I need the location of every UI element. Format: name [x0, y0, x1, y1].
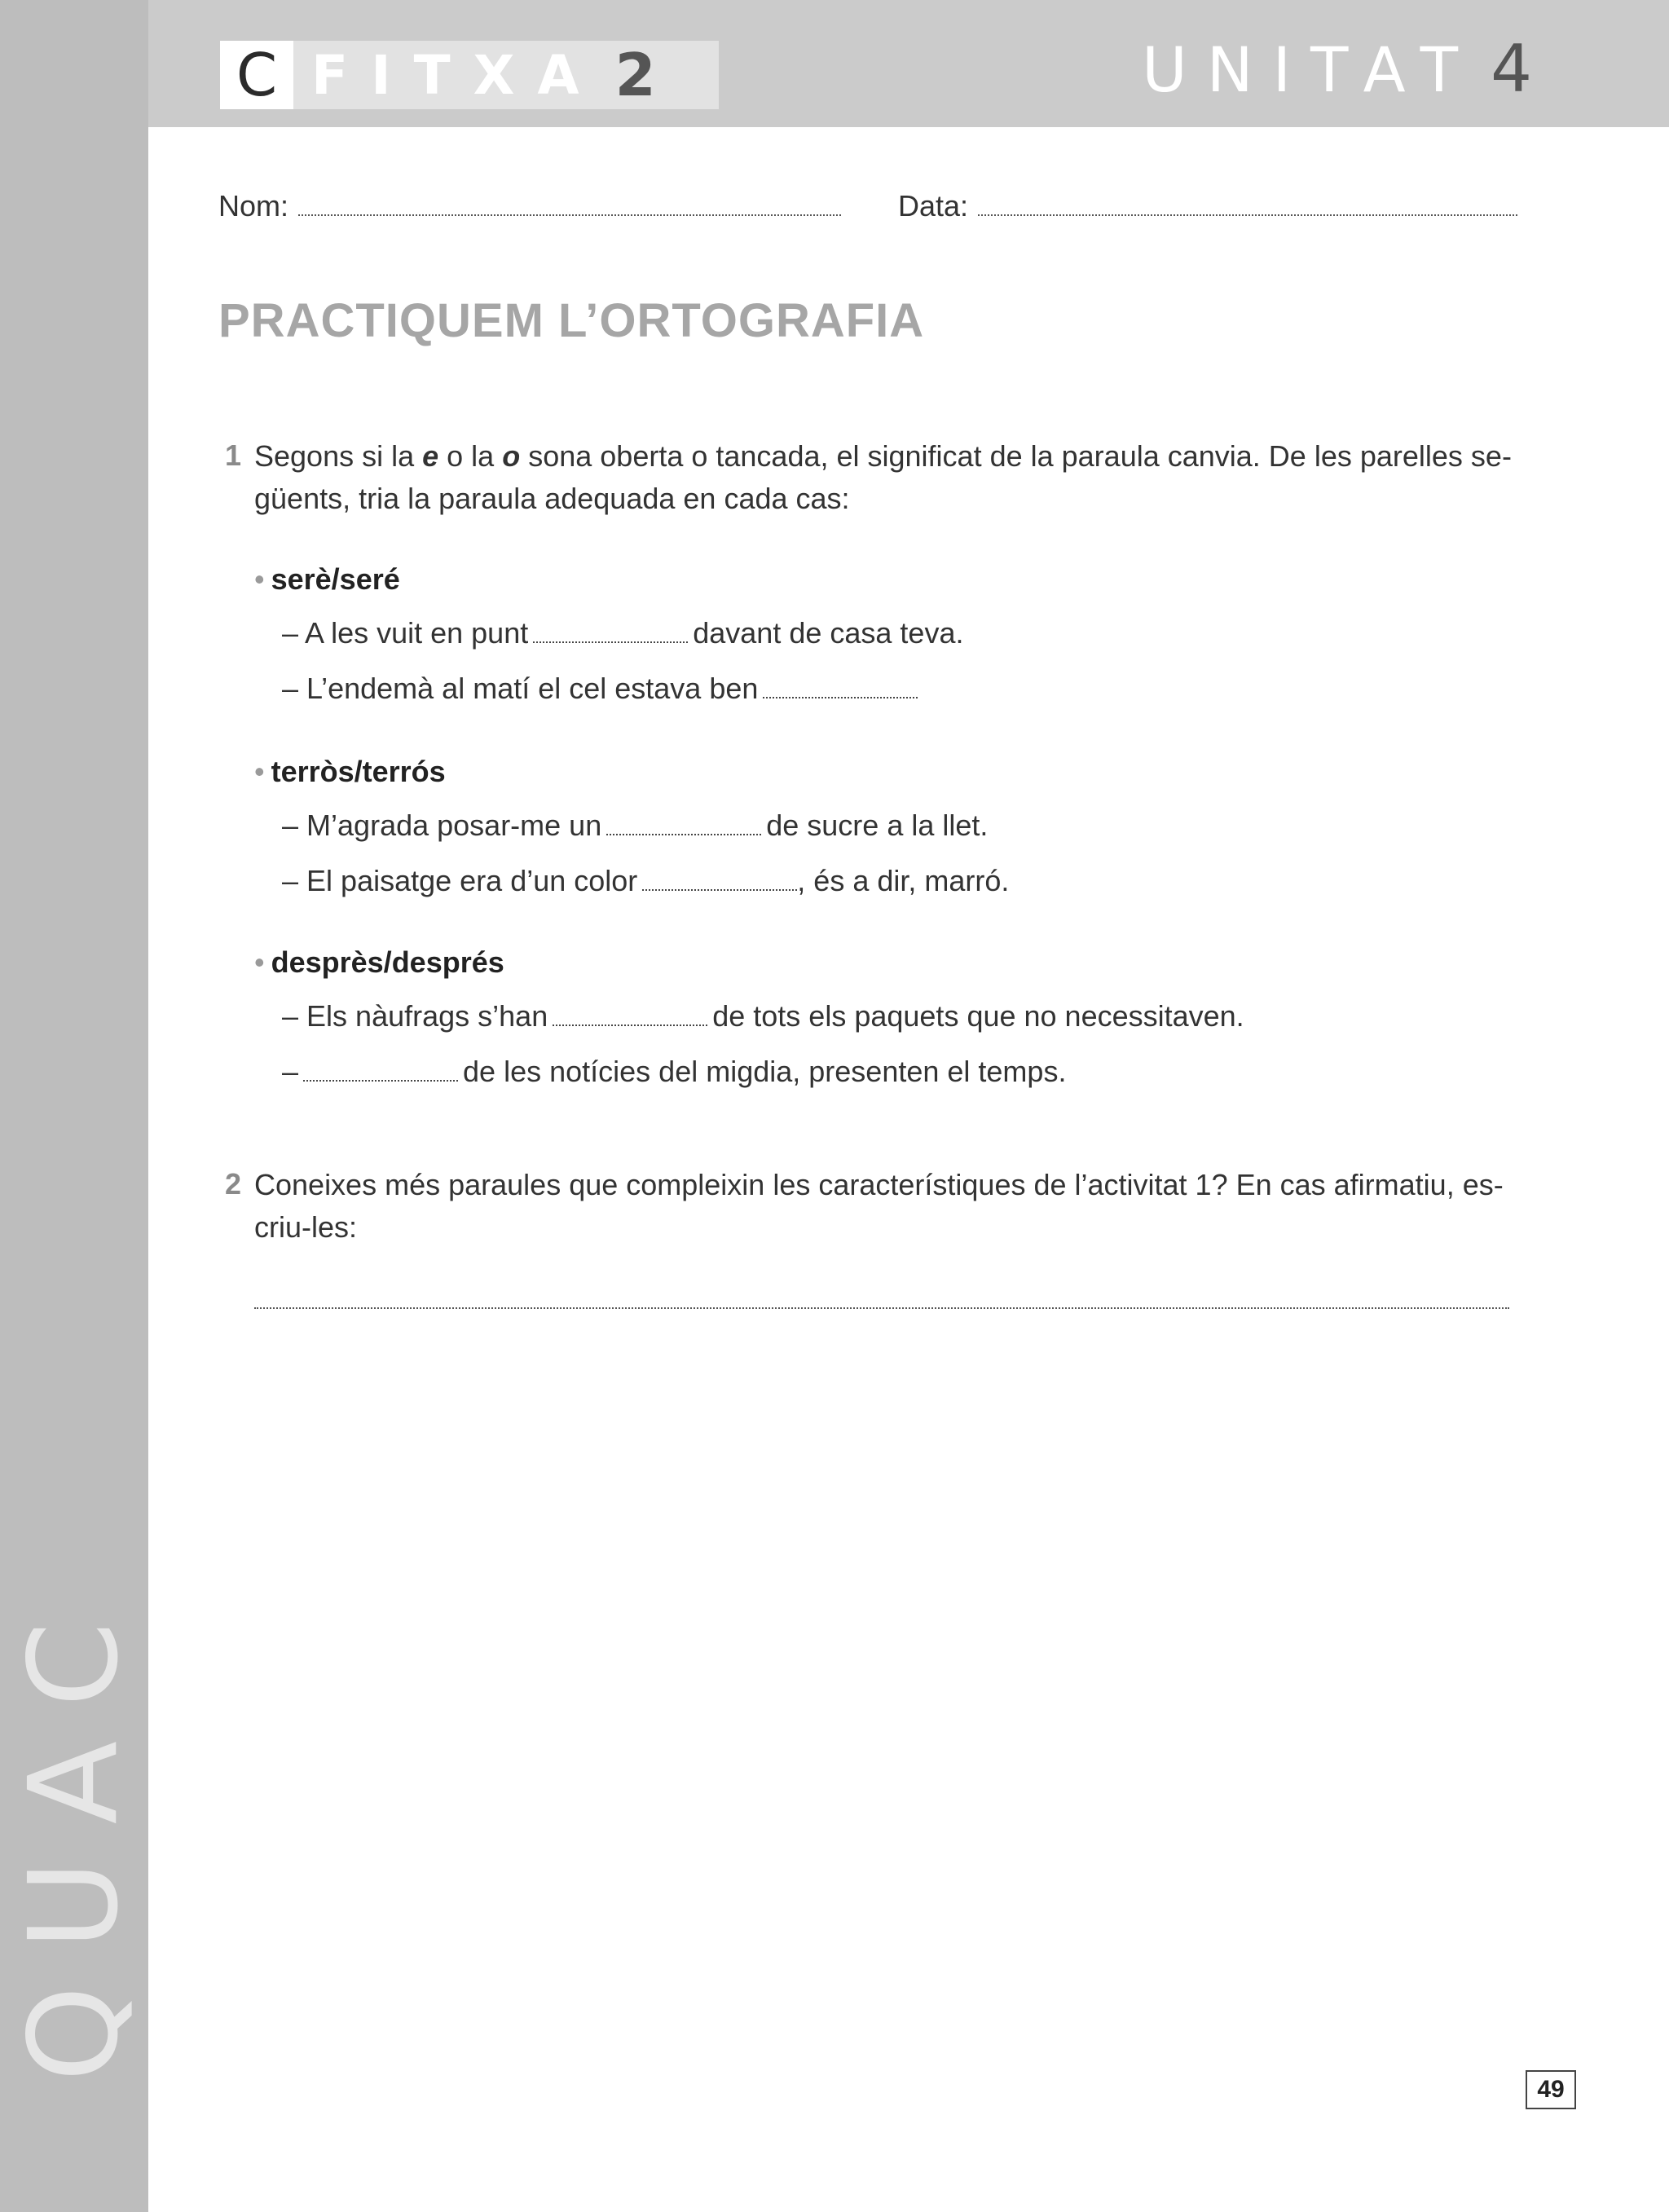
bullet-item: • terròs/terrós [254, 755, 446, 788]
blank-field[interactable] [303, 1077, 458, 1082]
sentence-line: – El paisatge era d’un color , és a dir, marró. [282, 864, 1010, 897]
blank-field[interactable] [606, 831, 761, 835]
bullet-item: • desprès/després [254, 945, 504, 979]
blank-field[interactable] [642, 886, 797, 891]
fitxa-letter: C [220, 41, 293, 109]
unitat-word: UNITAT [1142, 33, 1478, 106]
name-label: Nom: [218, 189, 289, 223]
date-label: Data: [898, 189, 969, 223]
date-input-line[interactable] [978, 211, 1517, 216]
blank-field[interactable] [533, 638, 688, 643]
sentence-line: – M’agrada posar-me un de sucre a la llet. [282, 809, 989, 842]
exercise-1-line-2: güents, tria la paraula adequada en cada cas: [254, 482, 850, 515]
exercise-1-number: 1 [225, 438, 242, 472]
sentence-line: – de les notícies del migdia, presenten el temps. [282, 1055, 1067, 1088]
date-field [898, 189, 1517, 223]
fitxa-number: 2 [614, 41, 656, 109]
blank-field[interactable] [763, 694, 918, 698]
exercise-2-number: 2 [225, 1167, 242, 1201]
exercise-1-instructions [254, 435, 1519, 520]
sidebar-word: QUAC [3, 1585, 146, 2082]
section-title: PRACTIQUEM L’ORTOGRAFIA [218, 294, 925, 347]
exercise-2-line-1: Coneixes més paraules que compleixin les característiques de l’activitat 1? En cas afirmatiu, es- [254, 1168, 1504, 1201]
fitxa-label [220, 41, 719, 109]
name-input-line[interactable] [298, 211, 841, 216]
fitxa-word: FITXA [311, 43, 602, 107]
sentence-line: – L’endemà al matí el cel estava ben [282, 672, 923, 706]
unitat-number: 4 [1491, 31, 1532, 107]
bullet-item: • serè/seré [254, 562, 400, 596]
name-field [218, 189, 841, 223]
unitat-label [1142, 31, 1532, 107]
blank-field[interactable] [553, 1021, 707, 1026]
exercise-2-line-2: criu-les: [254, 1210, 358, 1244]
sentence-line: – A les vuit en punt davant de casa teva. [282, 616, 964, 650]
sentence-line: – Els nàufrags s’han de tots els paquets que no necessitaven. [282, 999, 1244, 1033]
page-number: 49 [1526, 2070, 1576, 2109]
exercise-1-line-1: Segons si la e o la o sona oberta o tancada, el significat de la paraula canvia. De les parelles se- [254, 439, 1512, 473]
answer-line[interactable] [254, 1307, 1509, 1309]
exercise-2-instructions [254, 1164, 1519, 1249]
